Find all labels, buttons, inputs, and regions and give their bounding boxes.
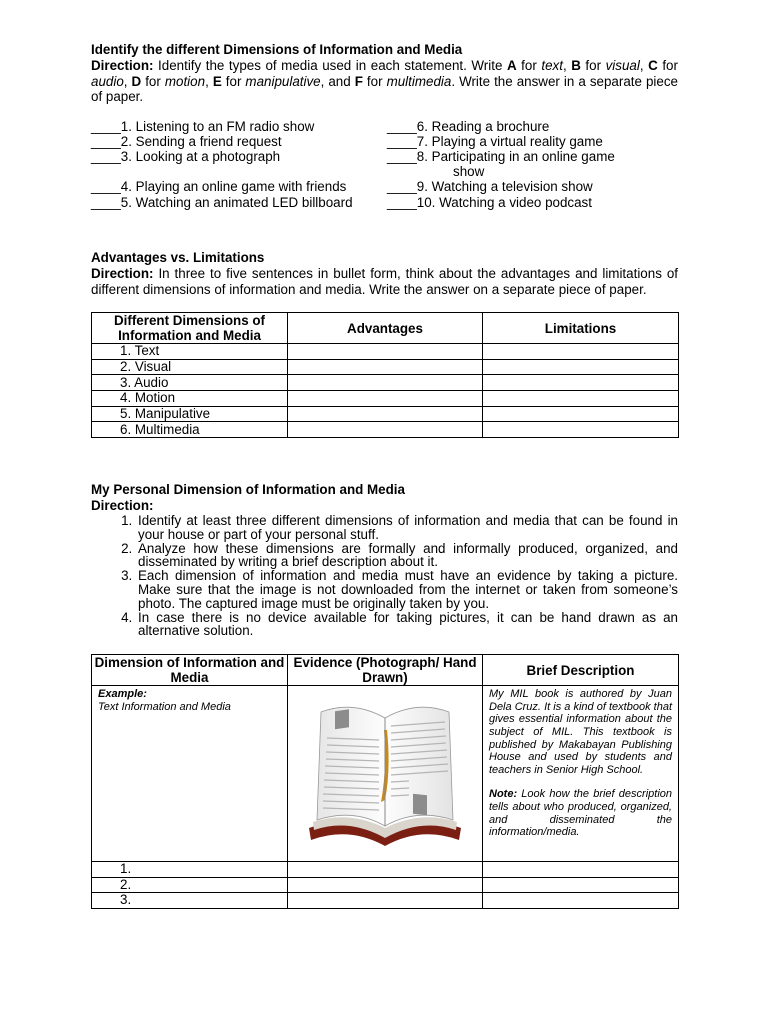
advantages-table [91, 312, 679, 438]
statement-item-continuation: show [453, 164, 485, 179]
table-row: 4. Motion [92, 391, 679, 407]
table-row: 3. Audio [92, 375, 679, 391]
evidence-image-cell [288, 686, 483, 862]
table-row: 1. [92, 862, 679, 878]
table-row: 5. Manipulative [92, 406, 679, 422]
table-row: 6. Multimedia [92, 422, 679, 438]
section2 [91, 250, 678, 438]
table-row: 2. [92, 877, 679, 893]
section3 [91, 482, 678, 909]
statement-item: ____1. Listening to an FM radio show [91, 119, 315, 134]
column-header: Dimension of Information and Media [92, 655, 288, 686]
personal-dimension-table [91, 654, 679, 909]
section1-title: Identify the different Dimensions of Information and Media [91, 42, 463, 57]
statement-item: ____5. Watching an animated LED billboard [91, 195, 353, 210]
worksheet-page [91, 42, 678, 908]
section1-direction: Direction: Identify the types of media used in each statement. Write A for text, B for visual, C for audio, D for motion, E for manipulative, and F for multimedia. Write the answer in a separate piece of paper. [91, 58, 678, 104]
direction-label: Direction: [91, 58, 154, 73]
example-cell: Example: Text Information and Media [92, 686, 288, 862]
list-item: 1. Identify at least three different dimensions of information and media that can be found in your house or part of your personal stuff. [136, 514, 678, 542]
statement-item: ____3. Looking at a photograph [91, 149, 281, 164]
brief-description-cell: My MIL book is authored by Juan Dela Cruz. It is a kind of textbook that gives essential information about the subject of MIL. This textbook is published by Makabayan Publishing House and used by students and teachers in Senior High School. Note: Look how the brief description tells about who produced, organized, and disseminated the information/media. [483, 686, 679, 862]
direction-steps [91, 514, 678, 638]
statement-item: ____9. Watching a television show [387, 179, 593, 194]
column-header: Advantages [288, 313, 483, 344]
statement-item: ____8. Participating in an online game [387, 149, 615, 164]
section3-title: My Personal Dimension of Information and Media [91, 482, 405, 497]
column-header: Brief Description [483, 655, 679, 686]
statement-item: ____6. Reading a brochure [387, 119, 550, 134]
statement-item: ____2. Sending a friend request [91, 134, 282, 149]
table-row: 2. Visual [92, 359, 679, 375]
column-header: Different Dimensions of Information and Media [92, 313, 288, 344]
example-row [92, 686, 679, 862]
section2-direction: Direction: In three to five sentences in bullet form, think about the advantages and limitations of different dimensions of information and media. Write the answer on a separate piece of paper. [91, 266, 678, 297]
statement-item: ____7. Playing a virtual reality game [387, 134, 603, 149]
table-row: 3. [92, 893, 679, 909]
list-item: 2. Analyze how these dimensions are formally and informally produced, organized, and disseminated by writing a brief description about it. [136, 542, 678, 570]
list-item: 3. Each dimension of information and media must have an evidence by taking a picture. Make sure that the image is not downloaded from the internet or taken from someone’s photo. The captured image must be originally taken by you. [136, 569, 678, 610]
section2-title: Advantages vs. Limitations [91, 250, 265, 265]
statement-item: ____10. Watching a video podcast [387, 195, 592, 210]
statement-list [91, 119, 691, 215]
list-item: 4. In case there is no device available for taking pictures, it can be hand drawn as an alternative solution. [136, 611, 678, 639]
column-header: Limitations [483, 313, 679, 344]
open-book-image [301, 690, 469, 858]
column-header: Evidence (Photograph/ Hand Drawn) [288, 655, 483, 686]
table-row: 1. Text [92, 344, 679, 360]
section3-direction-label: Direction: [91, 498, 154, 513]
statement-item: ____4. Playing an online game with friends [91, 179, 347, 194]
